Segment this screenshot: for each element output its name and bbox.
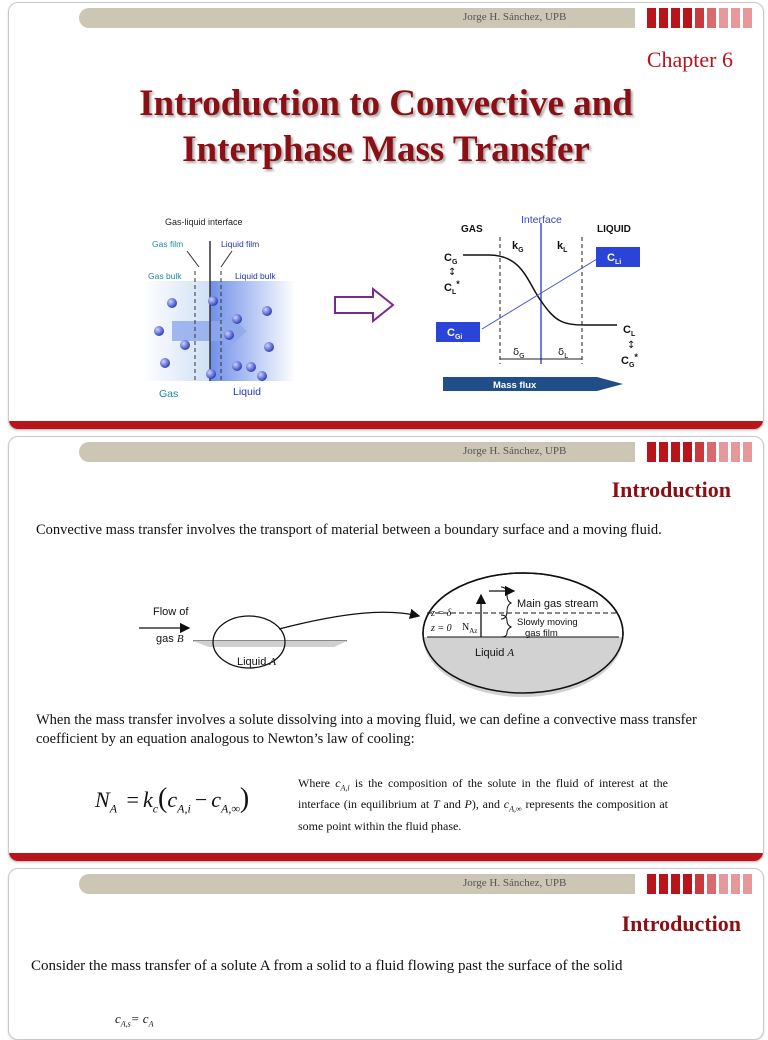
fig1-gas-film: Gas film bbox=[152, 239, 184, 249]
fig3-n-az: $N_{Az}$ bbox=[462, 622, 478, 635]
slide-3 bbox=[8, 868, 764, 1040]
gas-liquid-interface-figure bbox=[137, 211, 307, 401]
coefficient-paragraph: When the mass transfer involves a solute dissolving into a moving fluid, we can define a convective mass transfer coefficient by an equation analogous to Newton’s law of cooling: bbox=[36, 712, 697, 747]
fig3-main-gas: Main gas stream bbox=[517, 598, 599, 610]
author-header: Jorge H. Sánchez, UPB bbox=[463, 445, 567, 457]
fig3-z-delta: z = δ bbox=[431, 608, 452, 619]
fig2-arrow2: ↕ bbox=[627, 340, 636, 351]
fig2-cg: $C_G$ bbox=[444, 252, 458, 266]
flux-equation: $N_A = k_c(c_{A,i} - c_{A,\infty})$ bbox=[95, 783, 250, 816]
fig2-liquid: LIQUID bbox=[597, 224, 631, 235]
fig1-gas: Gas bbox=[159, 388, 179, 400]
fig2-kl: $k_L$ bbox=[557, 240, 568, 254]
two-film-diagram bbox=[427, 209, 657, 394]
fig1-liquid-bulk: Liquid bulk bbox=[235, 271, 276, 281]
fig1-gas-bulk: Gas bulk bbox=[148, 271, 182, 281]
fig2-kg: $k_G$ bbox=[512, 240, 524, 254]
slide-1 bbox=[8, 2, 764, 430]
author-header: Jorge H. Sánchez, UPB bbox=[463, 877, 567, 889]
fig2-interface: Interface bbox=[521, 214, 562, 226]
slide-title bbox=[9, 81, 763, 173]
intro-paragraph: Convective mass transfer involves the transport of material between a boundary surface and a moving fluid. bbox=[36, 522, 662, 538]
fig3-z-zero: z = 0 bbox=[431, 623, 452, 634]
fig1-interface-title: Gas-liquid interface bbox=[165, 217, 243, 227]
title-line-1: Introduction to Convective and bbox=[139, 83, 633, 124]
fig2-delta-g: $\delta_G$ bbox=[513, 347, 525, 360]
fig3-slow-2: gas film bbox=[525, 628, 558, 639]
solid-paragraph: Consider the mass transfer of a solute A from a solid to a fluid flowing past the surface of the solid bbox=[31, 958, 623, 974]
slide-2 bbox=[8, 436, 764, 862]
fig2-cg-star: $C_G^*$ bbox=[621, 352, 638, 369]
section-title: Introduction bbox=[621, 911, 741, 936]
fig3-flow-line2: gas B bbox=[156, 633, 184, 645]
chapter-label: Chapter 6 bbox=[646, 47, 733, 72]
fig2-delta-l: $\delta_L$ bbox=[558, 347, 569, 360]
header-stripes bbox=[647, 874, 752, 894]
gas-film-figure bbox=[129, 559, 629, 699]
fig2-cl-star: $C_L^*$ bbox=[444, 279, 460, 296]
fig2-cgi: $C_{Gi}$ bbox=[447, 327, 463, 341]
fig3-flow-line1: Flow of bbox=[153, 606, 189, 618]
fig2-gas: GAS bbox=[461, 224, 483, 235]
partial-equation: $c_{A,s}= c_A$ bbox=[115, 1011, 154, 1029]
title-line-2: Interphase Mass Transfer bbox=[182, 129, 590, 170]
fig1-liquid-film: Liquid film bbox=[221, 239, 260, 249]
fig1-liquid: Liquid bbox=[233, 386, 262, 398]
right-arrow-icon bbox=[333, 287, 397, 323]
section-title: Introduction bbox=[611, 477, 731, 502]
fig2-mass-flux: Mass flux bbox=[493, 380, 537, 391]
fig2-cli: $C_{Li}$ bbox=[607, 252, 622, 266]
fig2-cl: $C_L$ bbox=[623, 324, 636, 338]
author-header: Jorge H. Sánchez, UPB bbox=[463, 11, 567, 23]
fig3-slow-1: Slowly moving bbox=[517, 617, 578, 628]
fig2-arrow1: ↕ bbox=[448, 267, 457, 278]
header-stripes bbox=[647, 442, 752, 462]
fig3-liquid-a2: Liquid A bbox=[475, 647, 515, 659]
slide-bottom-bar bbox=[9, 853, 763, 861]
equation-note: Where $c_{A,i}$ is the composition of the solute in the fluid of interest at the interface (in equilibrium at T and P), and $c_{A,\infty}$ represents the composition at some point within the fluid phase. bbox=[298, 776, 669, 833]
header-stripes bbox=[647, 8, 752, 28]
slide-bottom-bar bbox=[9, 421, 763, 429]
fig3-liquid-a: Liquid A bbox=[237, 656, 277, 668]
